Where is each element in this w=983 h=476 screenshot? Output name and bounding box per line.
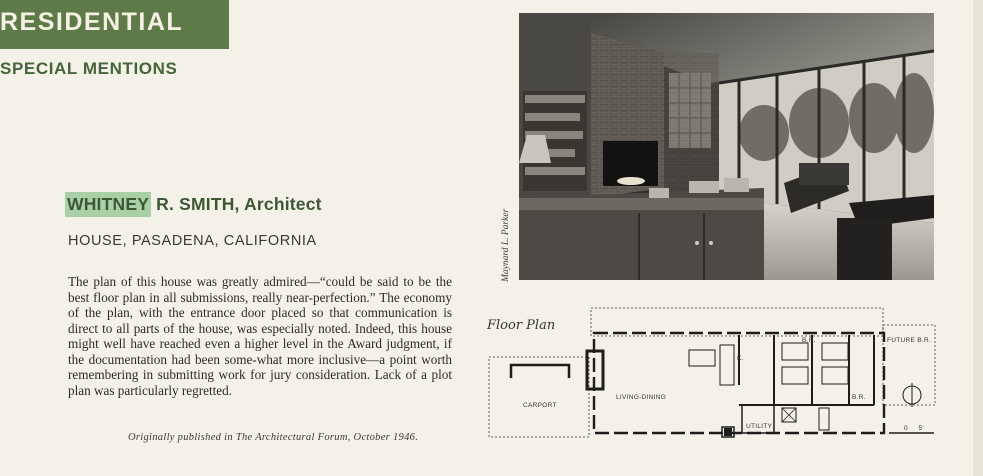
architect-first-name-highlight: WHITNEY — [65, 192, 151, 217]
plan-label-carport: CARPORT — [523, 402, 557, 409]
architect-name — [67, 194, 322, 215]
plan-label-future-bedroom: FUTURE B.R. — [887, 337, 932, 344]
section-banner — [0, 0, 229, 49]
architect-name-rest: R. SMITH, Architect — [151, 194, 322, 214]
section-banner-text: RESIDENTIAL — [0, 8, 184, 36]
plan-label-bedroom-1: B.R. — [802, 337, 816, 344]
plan-label-living-dining: LIVING-DINING — [616, 394, 667, 401]
plan-label-bedroom-2: B.R. — [852, 394, 866, 401]
plan-scale-label: 0 5' — [904, 425, 924, 432]
floor-plan-drawing — [484, 305, 939, 442]
section-subheading: SPECIAL MENTIONS — [0, 59, 178, 78]
plan-label-utility: UTILITY — [746, 423, 773, 430]
photo-credit: Maynard L. Parker — [501, 208, 511, 282]
page-gutter — [973, 0, 983, 476]
plan-label-kitchen: K. — [737, 355, 744, 362]
project-location: HOUSE, PASADENA, CALIFORNIA — [68, 233, 317, 249]
floor-plan-title: Floor Plan — [487, 318, 556, 333]
article-body: The plan of this house was greatly admired—“could be said to be the best floor plan in all submissions, really near-perfection.” The economy of the plan, with the entrance door placed so that communication is direct to all parts of the house, was especially noted. Indeed, this house might well have reached even a higher level in the Award judgment, if the documentation had been some-what more inclusive—a point worth remembering in submitting work for jury consideration. Lack of a plot plan was particularly regretted. — [68, 274, 452, 398]
publication-credit: Originally published in The Architectural Forum, October 1946. — [128, 432, 419, 443]
interior-photo — [519, 13, 934, 280]
